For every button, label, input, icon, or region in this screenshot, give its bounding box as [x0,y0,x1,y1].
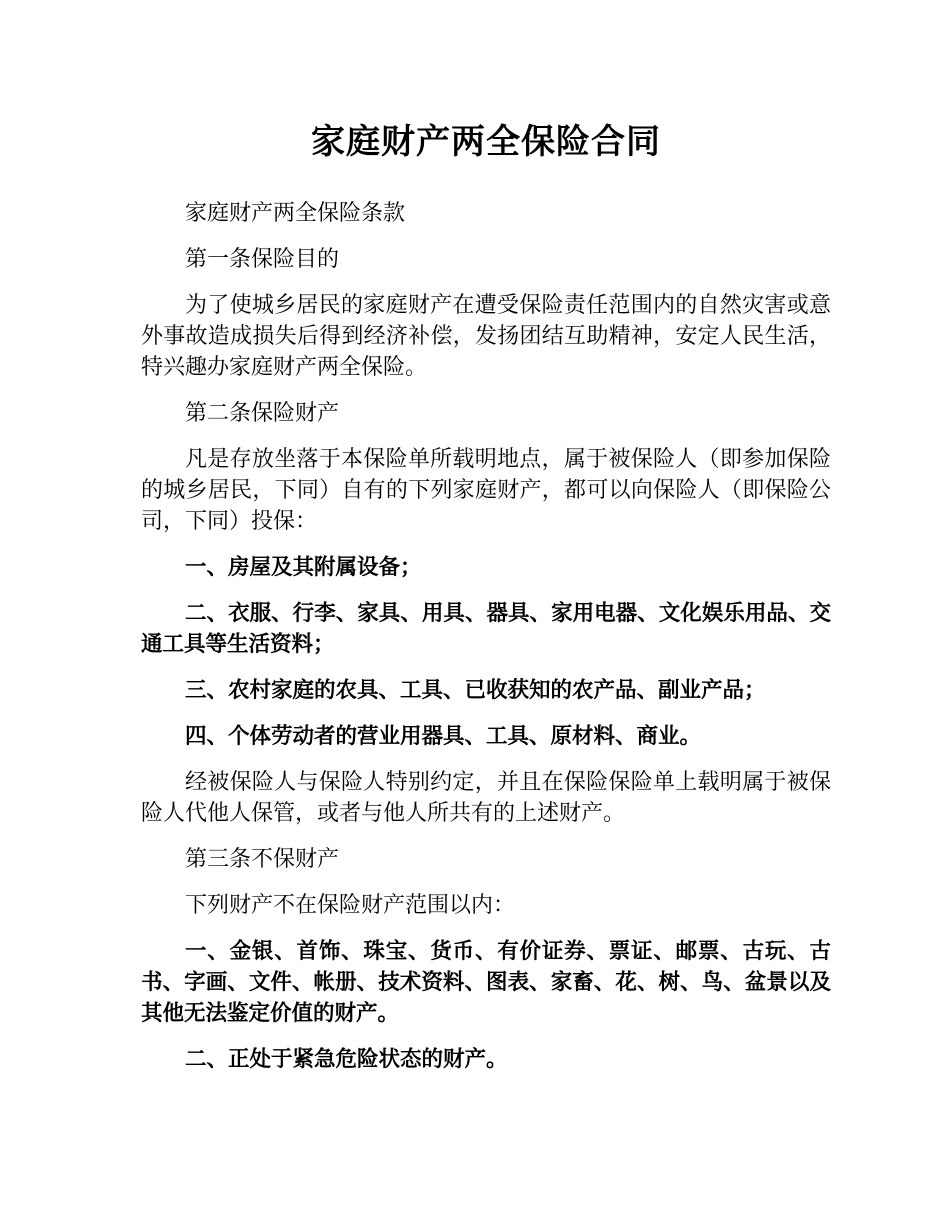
document-content [141,120,831,1090]
article-3-item-2: 二、正处于紧急危险状态的财产。 [185,1047,508,1072]
article-3-intro: 下列财产不在保险财产范围以内： [185,893,516,918]
article-2-item-2: 二、衣服、行李、家具、用具、器具、家用电器、文化娱乐用品、交通工具等生活资料； [141,601,831,657]
article-1-heading: 第一条保险目的 [185,247,340,272]
article-1-body: 为了使城乡居民的家庭财产在遭受保险责任范围内的自然灾害或意外事故造成损失后得到经济补偿，发扬团结互助精神，安定人民生活，特兴趣办家庭财产两全保险。 [141,293,831,380]
article-3-heading: 第三条不保财产 [185,847,340,872]
document-title: 家庭财产两全保险合同 [311,122,661,162]
article-3-item-1: 一、金银、首饰、珠宝、货币、有价证券、票证、邮票、古玩、古书、字画、文件、帐册、技术资料、图表、家畜、花、树、鸟、盆景以及其他无法鉴定价值的财产。 [141,939,831,1026]
article-2-item-3: 三、农村家庭的农具、工具、已收获知的农产品、副业产品； [185,678,766,703]
article-2-supplement: 经被保险人与保险人特别约定，并且在保险保险单上载明属于被保险人代他人保管，或者与他人所共有的上述财产。 [141,770,831,826]
article-2-item-1: 一、房屋及其附属设备； [185,555,422,580]
article-2-item-4: 四、个体劳动者的营业用器具、工具、原材料、商业。 [185,724,702,749]
article-2-body: 凡是存放坐落于本保险单所载明地点，属于被保险人（即参加保险的城乡居民，下同）自有的下列家庭财产，都可以向保险人（即保险公司，下同）投保： [141,447,831,534]
clause-heading-terms: 家庭财产两全保险条款 [185,201,406,226]
article-2-heading: 第二条保险财产 [185,401,340,426]
